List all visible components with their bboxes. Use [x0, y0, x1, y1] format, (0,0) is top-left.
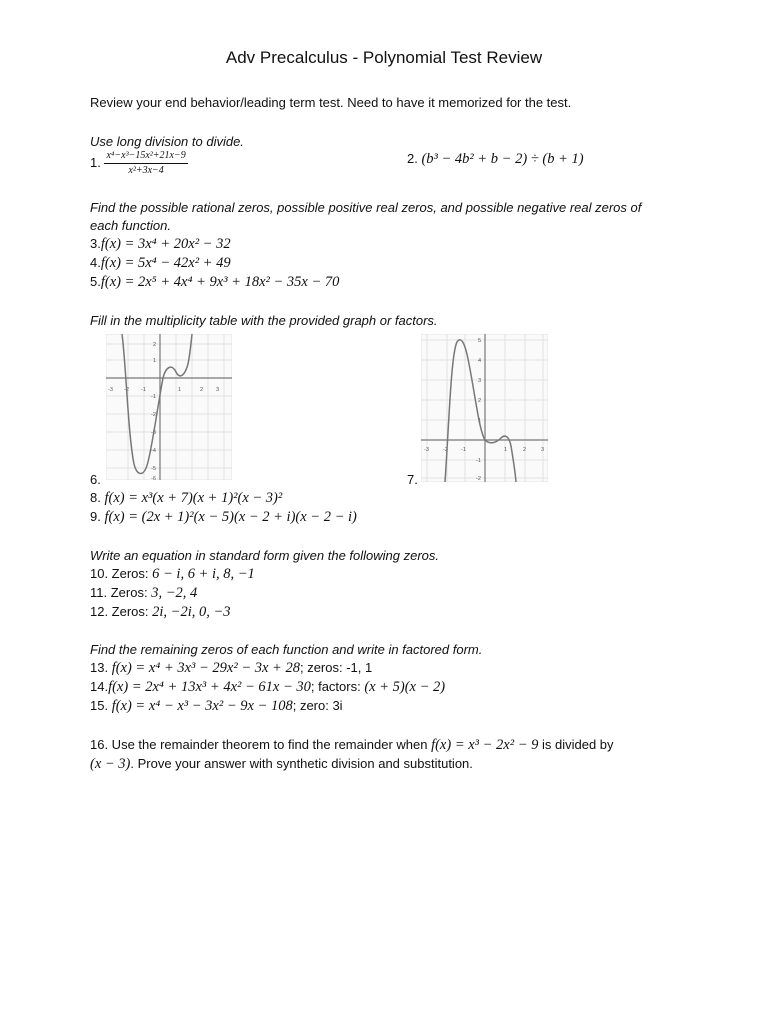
graph-7-ytick: 5	[478, 338, 482, 344]
problem-12	[90, 604, 231, 621]
problem-13	[90, 660, 372, 677]
graph-6-xtick: -3	[108, 387, 113, 393]
problem-13-expression: f(x) = x⁴ + 3x³ − 29x² − 3x + 28	[111, 660, 300, 676]
problem-4-number: 4.	[90, 255, 101, 270]
problem-1-numerator: x⁴−x³−15x²+21x−9	[104, 150, 187, 164]
problem-16-line2	[90, 756, 473, 773]
problem-3-number: 3.	[90, 236, 101, 251]
graph-7-ytick: 2	[478, 398, 482, 404]
problem-5	[90, 274, 339, 291]
problem-2	[407, 151, 584, 168]
problem-11	[90, 585, 197, 602]
graph-6-ytick: -6	[151, 476, 156, 480]
graph-7-xtick: 2	[523, 447, 527, 453]
problem-16-text-end: is divided by	[538, 737, 614, 752]
problem-16-function: f(x) = x³ − 2x² − 9	[431, 737, 539, 753]
problem-8	[90, 490, 282, 507]
problem-13-given: ; zeros: -1, 1	[299, 660, 373, 675]
problem-16-line1	[90, 737, 614, 754]
graph-6-xtick: -1	[141, 387, 146, 393]
rational-zeros-instruction-line2: each function.	[90, 218, 171, 233]
problem-7-number: 7.	[407, 472, 418, 487]
graph-6-ytick: -4	[151, 448, 156, 454]
problem-16-divisor: (x − 3)	[90, 756, 131, 772]
graph-6-ytick: -1	[151, 394, 156, 400]
graph-6-xtick: 2	[200, 387, 204, 393]
graph-6-ytick: -2	[151, 412, 156, 418]
long-division-instruction: Use long division to divide.	[90, 134, 244, 149]
graph-6-xtick: 3	[216, 387, 220, 393]
graph-7-ytick: 3	[478, 378, 482, 384]
problem-11-label: 11. Zeros:	[90, 585, 152, 600]
problem-4-expression: f(x) = 5x⁴ − 42x² + 49	[100, 255, 231, 271]
problem-2-expression: (b³ − 4b² + b − 2) ÷ (b + 1)	[421, 151, 584, 167]
problem-14-number: 14.	[90, 679, 109, 694]
problem-8-expression: f(x) = x³(x + 7)(x + 1)²(x − 3)²	[104, 490, 283, 506]
graph-7	[421, 334, 548, 482]
graph-7-ytick: 4	[478, 358, 482, 364]
graph-7-xtick: -3	[424, 447, 429, 453]
graph-6-ytick: 2	[153, 342, 157, 348]
problem-10-label: 10. Zeros:	[90, 566, 153, 581]
standard-form-instruction: Write an equation in standard form given the following zeros.	[90, 548, 440, 563]
problem-3	[90, 236, 231, 253]
problem-15-given: ; zero: 3i	[292, 698, 343, 713]
graph-7-ytick: 1	[478, 418, 482, 424]
graph-7-ytick: -1	[476, 458, 481, 464]
problem-16-text: 16. Use the remainder theorem to find the remainder when	[90, 737, 432, 752]
page-title: Adv Precalculus - Polynomial Test Review	[225, 48, 543, 67]
problem-1	[90, 150, 188, 177]
problem-13-number: 13.	[90, 660, 112, 675]
problem-10-zeros: 6 − i, 6 + i, 8, −1	[152, 566, 255, 582]
graph-6-ytick: -3	[151, 430, 156, 436]
multiplicity-instruction: Fill in the multiplicity table with the provided graph or factors.	[90, 313, 438, 328]
problem-12-zeros: 2i, −2i, 0, −3	[152, 604, 231, 620]
problem-9	[90, 509, 357, 526]
rational-zeros-instruction-line1: Find the possible rational zeros, possible positive real zeros, and possible negative real zeros of	[90, 200, 642, 215]
remaining-zeros-instruction: Find the remaining zeros of each function and write in factored form.	[90, 642, 483, 657]
problem-14-expression: f(x) = 2x⁴ + 13x³ + 4x² − 61x − 30	[108, 679, 311, 695]
graph-7-xtick: 3	[541, 447, 545, 453]
graph-7-xtick: 1	[504, 447, 508, 453]
graph-6	[106, 334, 232, 480]
intro-text: Review your end behavior/leading term test. Need to have it memorized for the test.	[90, 95, 572, 110]
graph-7-ytick: -2	[476, 476, 481, 482]
problem-1-denominator: x²+3x−4	[128, 165, 164, 176]
problem-8-number: 8.	[90, 490, 101, 505]
problem-15	[90, 698, 343, 715]
problem-5-expression: f(x) = 2x⁵ + 4x⁴ + 9x³ + 18x² − 35x − 70	[100, 274, 340, 290]
problem-12-label: 12. Zeros:	[90, 604, 153, 619]
problem-15-number: 15.	[90, 698, 112, 713]
graph-7-xtick: -2	[443, 447, 448, 453]
graph-7-xtick: -1	[461, 447, 466, 453]
problem-9-expression: f(x) = (2x + 1)²(x − 5)(x − 2 + i)(x − 2 − i)	[104, 509, 357, 525]
problem-11-zeros: 3, −2, 4	[151, 585, 198, 601]
graph-6-ytick: 1	[153, 358, 157, 364]
problem-16-instructions: . Prove your answer with synthetic division and substitution.	[130, 756, 473, 771]
graph-6-ytick: -5	[151, 466, 156, 472]
graph-6-xtick: -2	[124, 387, 129, 393]
problem-14-given: ; factors:	[310, 679, 365, 694]
graph-6-xtick: 1	[178, 387, 182, 393]
problem-10	[90, 566, 255, 583]
problem-6-number: 6.	[90, 472, 101, 487]
problem-15-expression: f(x) = x⁴ − x³ − 3x² − 9x − 108	[111, 698, 293, 714]
problem-14	[90, 679, 445, 696]
problem-1-fraction	[104, 150, 187, 177]
problem-9-number: 9.	[90, 509, 101, 524]
problem-2-number: 2.	[407, 151, 418, 166]
problem-14-factors: (x + 5)(x − 2)	[364, 679, 446, 695]
problem-3-expression: f(x) = 3x⁴ + 20x² − 32	[100, 236, 231, 252]
problem-1-number: 1.	[90, 154, 101, 170]
problem-4	[90, 255, 231, 272]
problem-5-number: 5.	[90, 274, 101, 289]
